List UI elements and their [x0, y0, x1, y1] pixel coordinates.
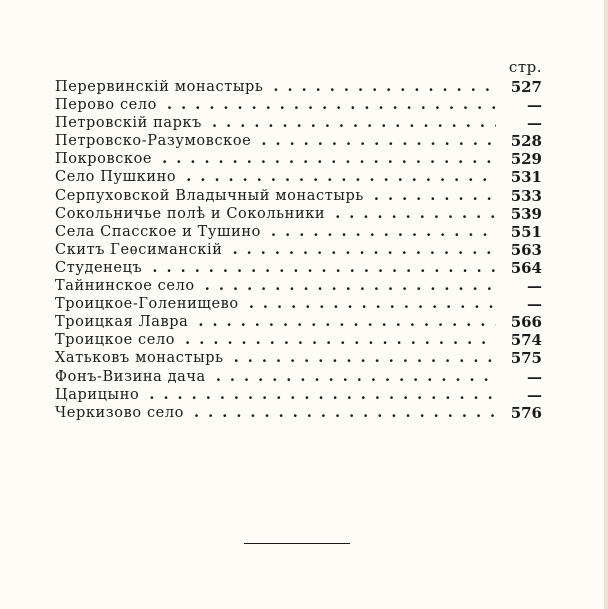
toc-leader	[55, 331, 496, 349]
toc-entry-page: 533	[510, 186, 542, 205]
toc-leader	[55, 114, 496, 132]
toc-leader	[55, 205, 496, 223]
toc-entry-page: —	[527, 96, 542, 115]
toc-entry-title: Покровское	[55, 151, 155, 167]
toc-entry-page: —	[527, 114, 542, 133]
toc-entry	[55, 295, 542, 313]
toc-leader	[55, 78, 496, 96]
page-column-label: стр.	[508, 58, 542, 76]
toc-entry-title: Села Спасское и Тушино	[55, 224, 264, 240]
toc-entry	[55, 386, 542, 404]
toc-entry-page: 528	[510, 132, 542, 151]
toc-entry-title: Фонъ-Визина дача	[55, 369, 209, 385]
toc-entry-page: —	[527, 385, 542, 404]
toc-entry-title: Троицкая Лавра	[55, 314, 191, 330]
toc-entry	[55, 259, 542, 277]
page-edge	[604, 0, 608, 609]
toc-entry	[55, 78, 542, 96]
toc-entry-page: —	[527, 277, 542, 296]
toc-entry	[55, 150, 542, 168]
toc-leader	[55, 368, 496, 386]
toc-entry-title: Серпуховской Владычный монастырь	[55, 188, 367, 204]
toc-entry-title: Сокольничье полѣ и Сокольники	[55, 206, 328, 222]
table-of-contents	[55, 78, 542, 422]
toc-entry-title: Троицкое-Голенищево	[55, 296, 242, 312]
toc-leader	[55, 132, 496, 150]
toc-entry-title: Черкизово село	[55, 405, 187, 421]
toc-entry-page: 527	[510, 78, 542, 96]
toc-entry-page: 566	[510, 313, 542, 332]
toc-entry-page: 564	[510, 258, 542, 277]
toc-leader	[55, 349, 496, 367]
toc-leader	[55, 404, 496, 422]
toc-leader	[55, 313, 496, 331]
toc-entry	[55, 168, 542, 186]
toc-entry-title: Скитъ Геѳсиманскій	[55, 242, 226, 258]
toc-entry	[55, 205, 542, 223]
toc-entry	[55, 223, 542, 241]
toc-entry	[55, 368, 542, 386]
toc-entry-title: Петровско-Разумовское	[55, 133, 254, 149]
toc-entry	[55, 331, 542, 349]
toc-entry	[55, 96, 542, 114]
toc-leader	[55, 150, 496, 168]
toc-entry-title: Петровскій паркъ	[55, 115, 205, 131]
toc-entry	[55, 349, 542, 367]
toc-leader	[55, 96, 496, 114]
toc-leader	[55, 386, 496, 404]
toc-entry-page: 529	[510, 150, 542, 169]
toc-entry-page: 576	[510, 403, 542, 422]
toc-entry	[55, 114, 542, 132]
toc-entry	[55, 241, 542, 259]
toc-entry-page: —	[527, 367, 542, 386]
toc-entry-title: Троицкое село	[55, 332, 178, 348]
toc-entry-title: Перервинскій монастырь	[55, 79, 266, 95]
toc-leader	[55, 241, 496, 259]
toc-entry-title: Студенецъ	[55, 260, 145, 276]
toc-entry	[55, 313, 542, 331]
toc-entry-page: 574	[510, 331, 542, 350]
end-rule	[244, 543, 350, 544]
toc-entry	[55, 187, 542, 205]
toc-entry-page: 575	[510, 349, 542, 368]
toc-leader	[55, 223, 496, 241]
toc-entry-title: Хатьковъ монастырь	[55, 350, 227, 366]
toc-entry-title: Тайнинское село	[55, 278, 198, 294]
toc-entry-page: 539	[510, 204, 542, 223]
toc-entry-title: Перово село	[55, 97, 160, 113]
toc-leader	[55, 259, 496, 277]
toc-entry	[55, 277, 542, 295]
toc-leader	[55, 168, 496, 186]
toc-entry	[55, 404, 542, 422]
toc-entry-page: 551	[510, 222, 542, 241]
toc-leader	[55, 295, 496, 313]
toc-entry-page: —	[527, 295, 542, 314]
toc-leader	[55, 277, 496, 295]
toc-entry-title: Село Пушкино	[55, 169, 179, 185]
toc-entry	[55, 132, 542, 150]
toc-entry-page: 531	[510, 168, 542, 187]
toc-entry-title: Царицыно	[55, 387, 142, 403]
toc-leader	[55, 187, 496, 205]
toc-entry-page: 563	[510, 240, 542, 259]
